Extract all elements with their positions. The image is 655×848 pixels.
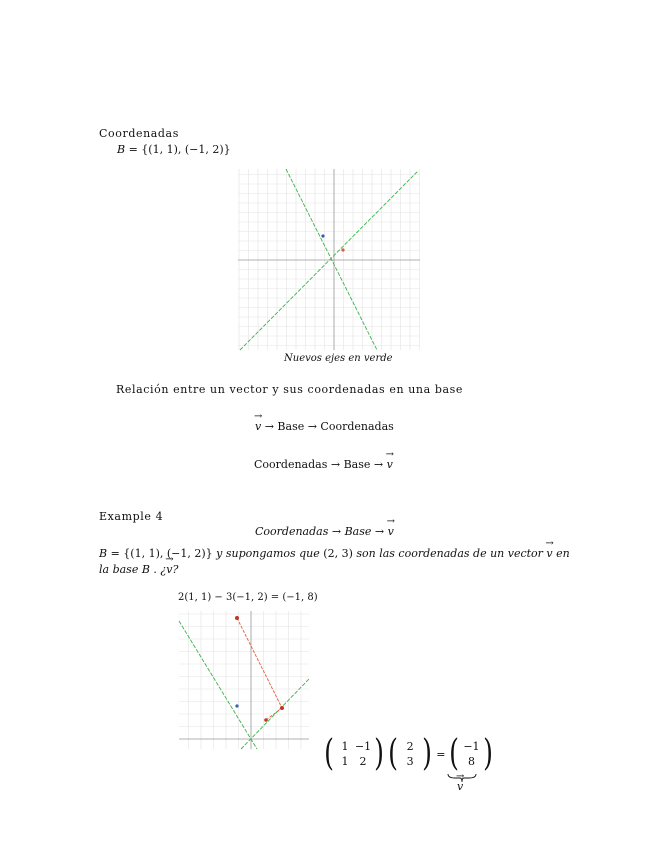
matrix-cell: 1 bbox=[341, 740, 349, 753]
vector-v-symbol: → v bbox=[546, 547, 552, 560]
matrix-equation bbox=[322, 733, 496, 774]
new-axes-graph bbox=[238, 169, 420, 350]
left-paren: ( bbox=[388, 733, 399, 774]
basis-set: = {(1, 1), (−1, 2)} bbox=[128, 143, 231, 156]
stmt-pair: (2, 3) bbox=[323, 547, 353, 560]
basis-point bbox=[341, 248, 344, 251]
figure-2-label: 2(1, 1) − 3(−1, 2) = (−1, 8) bbox=[178, 592, 318, 603]
vector-v-symbol: → v bbox=[457, 780, 463, 793]
figure-caption: Nuevos ejes en verde bbox=[284, 353, 393, 364]
vector-v-symbol: → v bbox=[388, 525, 394, 538]
vector-path bbox=[237, 618, 282, 708]
stmt-text-2: son las coordenadas de un vector bbox=[352, 547, 547, 560]
basis-point bbox=[321, 234, 324, 237]
example-centered-text: Coordenadas → Base → bbox=[255, 525, 388, 538]
example-statement-line-2 bbox=[99, 563, 178, 576]
basis-line bbox=[286, 169, 377, 350]
relation-title: Relación entre un vector y sus coordenadas en una base bbox=[116, 383, 464, 396]
stmt-text-1: y supongamos que bbox=[216, 547, 324, 560]
basis-point bbox=[235, 704, 238, 707]
matrix-cell: −1 bbox=[354, 740, 372, 753]
right-paren: ) bbox=[422, 733, 433, 774]
coord-point bbox=[264, 718, 268, 722]
basis-line bbox=[179, 621, 257, 749]
coord-point bbox=[280, 706, 284, 710]
stmt-text-3: en bbox=[552, 547, 570, 560]
relation-line-2 bbox=[254, 458, 393, 471]
vector-cell: 2 bbox=[406, 740, 414, 753]
left-paren: ( bbox=[449, 733, 460, 774]
stmt-basis-symbol: B bbox=[99, 547, 108, 560]
example-centered-line bbox=[255, 525, 394, 538]
vector-v-symbol: → v bbox=[255, 420, 261, 433]
matrix-cell: 2 bbox=[359, 755, 367, 768]
example-vector-graph bbox=[179, 611, 309, 749]
result-cell: 8 bbox=[467, 755, 475, 768]
equals-sign: = bbox=[436, 747, 446, 761]
result-point bbox=[235, 616, 239, 620]
vector-v-symbol: → v bbox=[166, 563, 172, 576]
vector-cell: 3 bbox=[406, 755, 414, 768]
stmt-basis-set: = {(1, 1), (−1, 2)} bbox=[107, 547, 217, 560]
right-paren: ) bbox=[374, 733, 384, 774]
relation-line-2-text: Coordenadas → Base → bbox=[254, 458, 387, 471]
example-heading: Example 4 bbox=[99, 510, 164, 523]
basis-matrix bbox=[336, 740, 372, 768]
basis-symbol: B bbox=[117, 143, 126, 156]
relation-line-1 bbox=[255, 420, 394, 433]
left-paren: ( bbox=[324, 733, 334, 774]
stmt-line-2-end: ? bbox=[172, 563, 179, 576]
matrix-cell: 1 bbox=[341, 755, 349, 768]
vector-v-symbol: → v bbox=[387, 458, 393, 471]
result-cell: −1 bbox=[463, 740, 480, 753]
relation-line-1-text: → Base → Coordenadas bbox=[261, 420, 394, 433]
underbrace-label bbox=[457, 780, 463, 793]
coordinate-vector bbox=[400, 740, 420, 768]
result-vector bbox=[461, 740, 481, 768]
right-paren: ) bbox=[483, 733, 494, 774]
basis-definition bbox=[117, 143, 231, 156]
section-heading-coordenadas: Coordenadas bbox=[99, 127, 179, 140]
stmt-line-2-text: la base B . ¿ bbox=[99, 563, 167, 576]
